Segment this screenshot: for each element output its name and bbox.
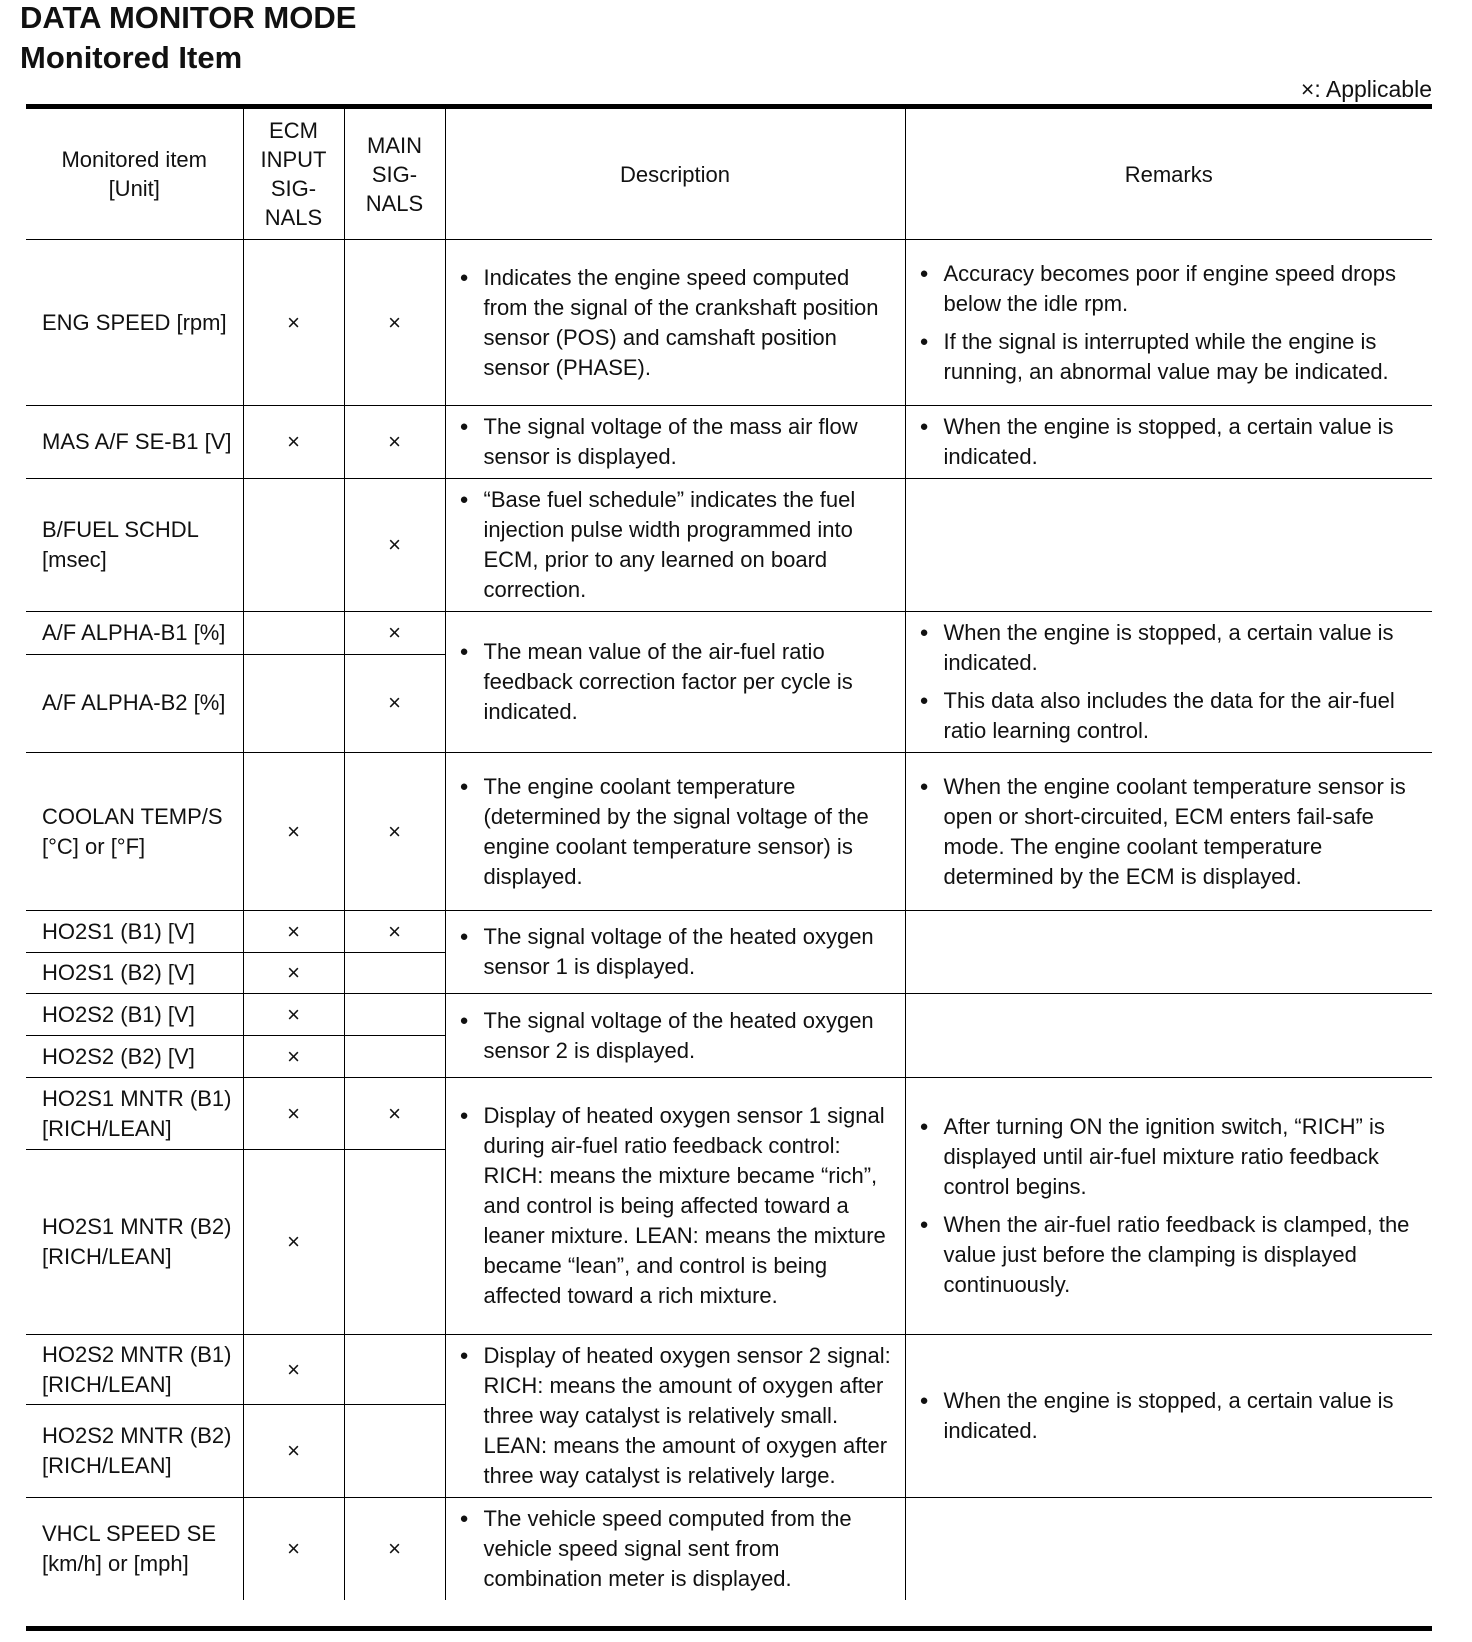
monitored-item-cell: MAS A/F SE-B1 [V] <box>26 406 243 479</box>
header-description: Description <box>445 109 905 240</box>
table-row <box>26 911 1432 953</box>
table-row <box>26 1498 1432 1601</box>
main-signal-mark <box>344 953 445 994</box>
main-signal-mark: × <box>344 911 445 953</box>
page-title: DATA MONITOR MODE <box>20 0 357 35</box>
remarks-cell <box>905 994 1432 1078</box>
remarks-cell <box>905 911 1432 994</box>
ecm-input-mark: × <box>243 1498 344 1601</box>
ecm-input-mark: × <box>243 240 344 406</box>
monitored-item-cell: ENG SPEED [rpm] <box>26 240 243 406</box>
table-row <box>26 240 1432 406</box>
description-cell <box>445 479 905 612</box>
description-cell <box>445 1335 905 1498</box>
remarks-cell <box>905 479 1432 612</box>
table-row <box>26 1335 1432 1405</box>
table-row <box>26 753 1432 911</box>
monitored-item-cell: COOLAN TEMP/S [°C] or [°F] <box>26 753 243 911</box>
main-signal-mark: × <box>344 406 445 479</box>
table-row <box>26 994 1432 1036</box>
main-signal-mark: × <box>344 479 445 612</box>
main-signal-mark <box>344 1150 445 1335</box>
monitored-item-cell: HO2S2 (B1) [V] <box>26 994 243 1036</box>
monitored-item-cell: VHCL SPEED SE [km/h] or [mph] <box>26 1498 243 1601</box>
monitored-item-cell: HO2S1 MNTR (B1) [RICH/LEAN] <box>26 1078 243 1150</box>
header-ecm-input-signals: ECM INPUT SIG- NALS <box>243 109 344 240</box>
ecm-input-mark: × <box>243 1078 344 1150</box>
remark-bullet: ● When the engine is stopped, a certain value is indicated. <box>920 1386 1425 1446</box>
description-bullet: ● The engine coolant temperature (determined by the signal voltage of the engine coolant temperature sensor) is displayed. <box>460 772 897 892</box>
remark-bullet: ● When the engine is stopped, a certain value is indicated. <box>920 618 1425 678</box>
table-row <box>26 1078 1432 1150</box>
header-monitored-item: Monitored item [Unit] <box>26 109 243 240</box>
table-row <box>26 406 1432 479</box>
remarks-cell <box>905 1498 1432 1601</box>
description-cell <box>445 1078 905 1335</box>
description-bullet: ● The vehicle speed computed from the vehicle speed signal sent from combination meter is displayed. <box>460 1504 897 1594</box>
ecm-input-mark: × <box>243 406 344 479</box>
main-signal-mark: × <box>344 240 445 406</box>
monitored-item-cell: HO2S2 (B2) [V] <box>26 1036 243 1078</box>
remarks-cell <box>905 1335 1432 1498</box>
applicable-legend: ×: Applicable <box>1300 76 1432 102</box>
header-remarks: Remarks <box>905 109 1432 240</box>
page-subtitle: Monitored Item <box>20 40 243 75</box>
ecm-input-mark <box>243 654 344 752</box>
main-signal-mark <box>344 994 445 1036</box>
bottom-rule <box>26 1626 1432 1631</box>
description-cell <box>445 911 905 994</box>
remarks-cell <box>905 612 1432 753</box>
ecm-input-mark: × <box>243 1150 344 1335</box>
description-cell <box>445 994 905 1078</box>
description-cell <box>445 406 905 479</box>
description-bullet: ● Indicates the engine speed computed from the signal of the crankshaft position sensor (POS) and camshaft position sensor (PHASE). <box>460 263 897 383</box>
monitored-item-cell: HO2S2 MNTR (B1) [RICH/LEAN] <box>26 1335 243 1405</box>
remarks-cell <box>905 240 1432 406</box>
description-bullet: ● The mean value of the air-fuel ratio feedback correction factor per cycle is indicated. <box>460 637 897 727</box>
ecm-input-mark <box>243 479 344 612</box>
main-signal-mark: × <box>344 1498 445 1601</box>
main-signal-mark <box>344 1335 445 1405</box>
table-row <box>26 612 1432 655</box>
table-row <box>26 479 1432 612</box>
description-bullet: ● “Base fuel schedule” indicates the fuel injection pulse width programmed into ECM, prior to any learned on board correction. <box>460 485 897 605</box>
remark-bullet: ● When the engine is stopped, a certain value is indicated. <box>920 412 1425 472</box>
description-cell <box>445 240 905 406</box>
main-signal-mark: × <box>344 654 445 752</box>
monitored-item-table <box>26 109 1432 1600</box>
remark-bullet: ● If the signal is interrupted while the engine is running, an abnormal value may be indicated. <box>920 327 1425 387</box>
monitored-item-cell: HO2S1 MNTR (B2) [RICH/LEAN] <box>26 1150 243 1335</box>
description-bullet: ● The signal voltage of the heated oxygen sensor 1 is displayed. <box>460 922 897 982</box>
description-bullet: ● The signal voltage of the heated oxygen sensor 2 is displayed. <box>460 1006 897 1066</box>
description-cell <box>445 612 905 753</box>
remarks-cell <box>905 406 1432 479</box>
description-bullet: ● Display of heated oxygen sensor 1 signal during air-fuel ratio feedback control: RICH: means the mixture became “rich”, and control is being affected toward a leaner mixture. LEAN: means the mixture became “lean”, and control is being affected toward a rich mixture. <box>460 1101 897 1311</box>
header-row <box>26 109 1432 240</box>
main-signal-mark: × <box>344 1078 445 1150</box>
remark-bullet: ● After turning ON the ignition switch, “RICH” is displayed until air-fuel mixture ratio feedback control begins. <box>920 1112 1425 1202</box>
description-cell <box>445 1498 905 1601</box>
remark-bullet: ● This data also includes the data for the air-fuel ratio learning control. <box>920 686 1425 746</box>
remarks-cell <box>905 1078 1432 1335</box>
ecm-input-mark: × <box>243 1036 344 1078</box>
remark-bullet: ● Accuracy becomes poor if engine speed drops below the idle rpm. <box>920 259 1425 319</box>
remark-bullet: ● When the engine coolant temperature sensor is open or short-circuited, ECM enters fail-safe mode. The engine coolant temperature determined by the ECM is displayed. <box>920 772 1425 892</box>
description-bullet: ● The signal voltage of the mass air flow sensor is displayed. <box>460 412 897 472</box>
monitored-item-cell: HO2S1 (B1) [V] <box>26 911 243 953</box>
ecm-input-mark: × <box>243 911 344 953</box>
main-signal-mark <box>344 1405 445 1498</box>
main-signal-mark: × <box>344 753 445 911</box>
remarks-cell <box>905 753 1432 911</box>
description-bullet: ● Display of heated oxygen sensor 2 signal: RICH: means the amount of oxygen after three way catalyst is relatively small. LEAN: means the amount of oxygen after three way catalyst is relatively large. <box>460 1341 897 1491</box>
ecm-input-mark: × <box>243 953 344 994</box>
ecm-input-mark: × <box>243 1335 344 1405</box>
ecm-input-mark: × <box>243 1405 344 1498</box>
monitored-item-cell: B/FUEL SCHDL [msec] <box>26 479 243 612</box>
main-signal-mark <box>344 1036 445 1078</box>
monitored-item-cell: A/F ALPHA-B1 [%] <box>26 612 243 655</box>
ecm-input-mark <box>243 612 344 655</box>
remark-bullet: ● When the air-fuel ratio feedback is clamped, the value just before the clamping is displayed continuously. <box>920 1210 1425 1300</box>
monitored-item-cell: A/F ALPHA-B2 [%] <box>26 654 243 752</box>
description-cell <box>445 753 905 911</box>
monitored-item-cell: HO2S2 MNTR (B2) [RICH/LEAN] <box>26 1405 243 1498</box>
ecm-input-mark: × <box>243 753 344 911</box>
ecm-input-mark: × <box>243 994 344 1036</box>
main-signal-mark: × <box>344 612 445 655</box>
monitored-item-cell: HO2S1 (B2) [V] <box>26 953 243 994</box>
header-main-signals: MAIN SIG- NALS <box>344 109 445 240</box>
